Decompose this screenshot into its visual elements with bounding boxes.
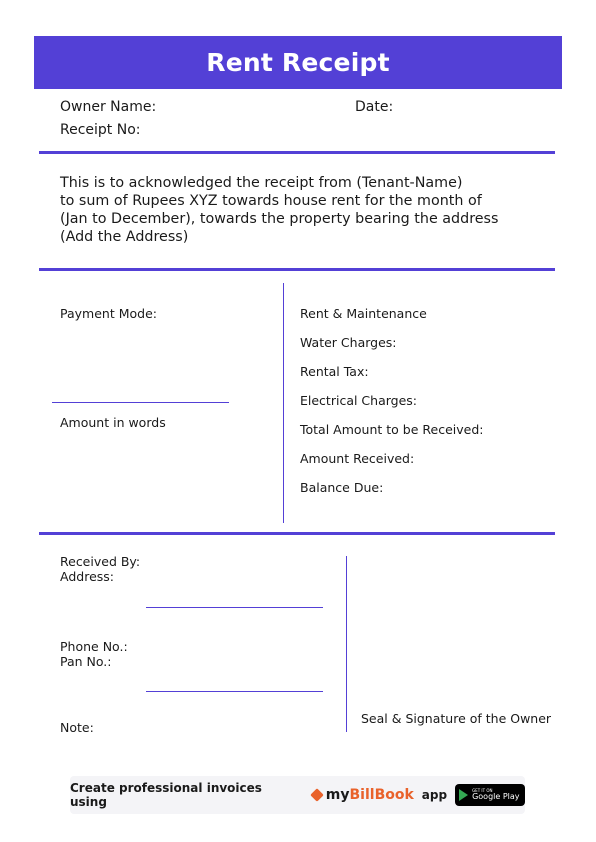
address-label: Address:: [60, 569, 114, 584]
pan-label: Pan No.:: [60, 654, 112, 669]
balance-due-label: Balance Due:: [300, 480, 384, 495]
google-play-badge[interactable]: [455, 784, 525, 806]
receipt-title-banner: [34, 36, 562, 89]
receipt-title: Rent Receipt: [206, 48, 390, 77]
pan-line: [146, 691, 323, 692]
mybillbook-logo-icon: [310, 788, 324, 802]
signature-column-divider: [346, 556, 347, 732]
amount-words-line: [52, 402, 229, 403]
divider-3: [39, 532, 555, 535]
badge-small-text: GET IT ON: [472, 788, 493, 793]
promo-banner[interactable]: [70, 776, 525, 814]
divider-2: [39, 268, 555, 271]
ack-line-4: (Add the Address): [60, 229, 189, 245]
ack-line-1: This is to acknowledged the receipt from (Tenant-Name): [60, 175, 463, 191]
badge-big-text: Google Play: [472, 792, 520, 801]
address-line: [146, 607, 323, 608]
brand-my: my: [325, 787, 350, 803]
promo-text: Create professional invoices using: [70, 781, 262, 809]
promo-app-text: app: [421, 788, 448, 802]
rental-tax-label: Rental Tax:: [300, 364, 369, 379]
electrical-charges-label: Electrical Charges:: [300, 393, 418, 408]
brand-billbook: BillBook: [349, 787, 414, 803]
divider-1: [39, 151, 555, 154]
acknowledgement-text: [60, 174, 530, 246]
received-by-label: Received By:: [60, 554, 141, 569]
owner-name-label: Owner Name:: [60, 99, 157, 115]
amount-received-label: Amount Received:: [300, 451, 415, 466]
payment-column-divider: [283, 283, 284, 523]
amount-in-words-label: Amount in words: [60, 415, 166, 430]
payment-mode-label: Payment Mode:: [60, 306, 157, 321]
total-amount-label: Total Amount to be Received:: [300, 422, 484, 437]
water-charges-label: Water Charges:: [300, 335, 397, 350]
date-label: Date:: [355, 99, 394, 115]
seal-signature-label: Seal & Signature of the Owner: [361, 711, 552, 726]
mybillbook-logo: [311, 787, 414, 803]
note-label: Note:: [60, 720, 94, 735]
ack-line-3: (Jan to December), towards the property bearing the address: [60, 211, 499, 227]
phone-label: Phone No.:: [60, 639, 128, 654]
rent-maintenance-label: Rent & Maintenance: [300, 306, 427, 321]
google-play-icon: [459, 789, 468, 801]
ack-line-2: to sum of Rupees XYZ towards house rent for the month of: [60, 193, 482, 209]
receipt-no-label: Receipt No:: [60, 122, 141, 138]
